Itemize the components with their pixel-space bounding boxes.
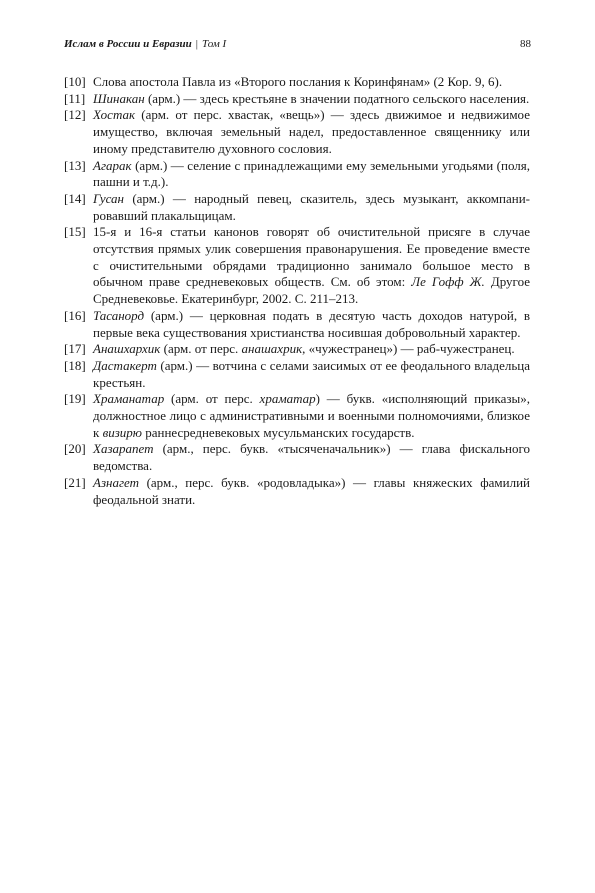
- text-run: раннесредневековых мусульманских государств.: [141, 424, 415, 440]
- endnote: [64, 308, 530, 341]
- endnote-text: [93, 224, 530, 308]
- header-separator: |: [195, 38, 198, 50]
- italic-term: визирю: [102, 424, 142, 440]
- endnote-number: [12]: [64, 107, 86, 123]
- endnote-number: [10]: [64, 74, 86, 89]
- text-run: Другое Средневековье. Екатеринбург, 2002. С. 211–213.: [93, 274, 530, 307]
- endnote: [64, 475, 530, 508]
- italic-term: анашахрик: [241, 341, 303, 357]
- text-run: (арм. от перс.: [164, 391, 260, 407]
- endnote: [64, 441, 530, 474]
- endnote: [64, 74, 530, 91]
- text-run: (арм. от перс. хвастак, «вещь») — здесь движимое и недвижимое имущество, включая земельный надел, предоставленное священнику или иному представителю духовного сословия.: [93, 107, 530, 156]
- text-run: 15-я и 16-я статьи канонов говорят об очистительной присяге в случае отсутствия прямых улик совершения правонарушения. Ее проведение вместе с очистительными обрядами традиционно занимало большое место в обычном праве средневековых обществ. См. об этом:: [93, 224, 530, 290]
- text-run: ) — букв. «исполняющий приказы», должностное лицо с административными и военными полномочиями, близкое к: [93, 391, 530, 440]
- page-number: 88: [520, 38, 531, 50]
- endnote-text: [93, 341, 530, 358]
- endnote: [64, 191, 530, 224]
- endnotes-list: [64, 74, 530, 508]
- text-run: (арм., перс. букв. «тысяченачальник») — глава фискального ведомства.: [93, 441, 530, 474]
- running-header: [64, 38, 531, 54]
- italic-term: Шинакан: [93, 90, 145, 106]
- endnote-text: [93, 441, 530, 474]
- endnote-text: [93, 358, 530, 391]
- italic-term: храматар: [259, 391, 316, 407]
- endnote-text: [93, 91, 530, 108]
- endnote-text: [93, 475, 530, 508]
- italic-term: Дастакерт: [93, 357, 157, 373]
- endnote: [64, 358, 530, 391]
- italic-term: Ле Гофф Ж.: [411, 274, 485, 290]
- endnote-number: [16]: [64, 307, 86, 323]
- endnote-text: [93, 391, 530, 441]
- endnote-text: [93, 158, 530, 191]
- volume-label: Том I: [201, 38, 227, 50]
- text-run: (арм. от перс.: [160, 341, 242, 357]
- endnote-number: [11]: [64, 90, 86, 106]
- endnote-number: [13]: [64, 157, 86, 173]
- text-run: , «чужестранец») — раб-чужестранец.: [302, 341, 515, 357]
- italic-term: Хазарапет: [93, 441, 154, 457]
- endnote-number: [14]: [64, 190, 86, 206]
- endnote-number: [17]: [64, 341, 86, 357]
- endnote: [64, 341, 530, 358]
- italic-term: Азнагет: [93, 474, 140, 490]
- endnote-number: [21]: [64, 474, 86, 490]
- text-run: (арм.) — народный певец, сказитель, здесь музыкант, аккомпанировавший плакальщицам.: [93, 190, 530, 223]
- endnote-number: [19]: [64, 391, 86, 407]
- italic-term: Анашхархик: [93, 341, 161, 357]
- italic-term: Тасанорд: [93, 307, 145, 323]
- text-run: (арм.) — вотчина с селами заисимых от ее феодального владельца крестьян.: [93, 357, 530, 390]
- endnote-number: [20]: [64, 441, 86, 457]
- book-title: Ислам в России и Евразии: [64, 38, 192, 50]
- endnote-number: [18]: [64, 357, 86, 373]
- italic-term: Хостак: [93, 107, 136, 123]
- text-run: (арм., перс. букв. «родовладыка») — главы княжеских фамилий феодальной знати.: [93, 474, 530, 507]
- italic-term: Храманатар: [93, 391, 165, 407]
- endnote-text: [93, 74, 530, 91]
- endnote-text: [93, 191, 530, 224]
- endnote: [64, 91, 530, 108]
- text-run: (арм.) — здесь крестьяне в значении податного сельского населения.: [144, 90, 530, 106]
- endnote: [64, 391, 530, 441]
- endnote-text: [93, 107, 530, 157]
- endnote: [64, 224, 530, 308]
- text-run: (арм.) — церковная подать в десятую часть доходов натурой, в первые века существования христианства носившая добровольный характер.: [93, 307, 530, 340]
- italic-term: Гусан: [93, 190, 124, 206]
- endnote: [64, 158, 530, 191]
- text-run: Слова апостола Павла из «Второго послания к Коринфянам» (2 Кор. 9, 6).: [93, 74, 503, 89]
- text-run: (арм.) — селение с принадлежащими ему земельными угодьями (поля, пашни и т.д.).: [93, 157, 530, 190]
- endnote-number: [15]: [64, 224, 86, 240]
- italic-term: Агарак: [93, 157, 132, 173]
- endnote-text: [93, 308, 530, 341]
- endnote: [64, 107, 530, 157]
